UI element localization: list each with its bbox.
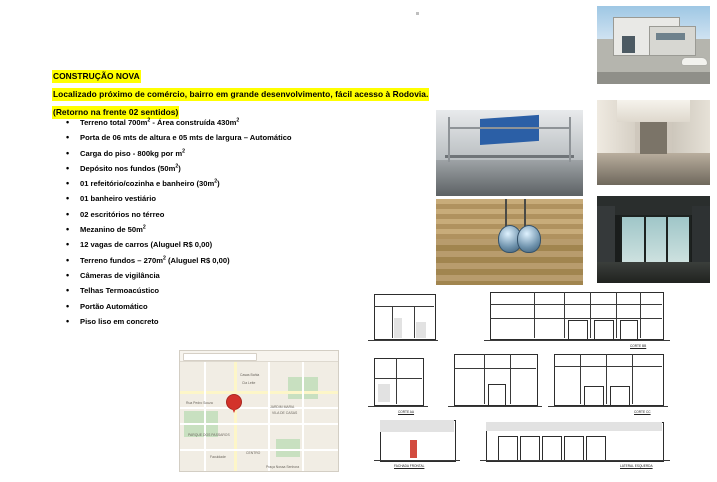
map-label: CENTRO bbox=[246, 451, 261, 455]
drawing-bay bbox=[586, 436, 606, 462]
drawing-line bbox=[490, 318, 662, 319]
corridor-image bbox=[597, 100, 710, 185]
drawing-fill bbox=[416, 322, 426, 338]
window-mullion bbox=[644, 217, 646, 264]
map-road bbox=[204, 361, 206, 471]
drawing-line bbox=[396, 358, 397, 404]
map-road bbox=[234, 361, 237, 471]
drawing-line bbox=[392, 306, 393, 338]
map-search-input[interactable] bbox=[183, 353, 257, 361]
feature-text: Terreno total 700m bbox=[80, 118, 148, 127]
list-item bbox=[62, 164, 392, 173]
building-window bbox=[656, 33, 685, 41]
feature-text: Telhas Termoacústico bbox=[80, 286, 160, 296]
map-label: VILA DE CASAS bbox=[272, 411, 298, 415]
wall-right bbox=[692, 206, 710, 267]
building-door bbox=[622, 36, 636, 53]
map-label: Rua Pedro Souza bbox=[186, 401, 213, 405]
list-item bbox=[62, 271, 392, 280]
list-item bbox=[62, 194, 392, 203]
map-label: JARDIM MARIA bbox=[270, 405, 295, 409]
drawing-baseline bbox=[374, 460, 460, 461]
exterior-render-image bbox=[597, 6, 710, 84]
map-label: Faculdade bbox=[210, 455, 226, 459]
drawing-section-bb bbox=[374, 294, 436, 340]
drawing-line bbox=[374, 378, 422, 379]
drawing-bay bbox=[542, 436, 562, 462]
wall-left bbox=[597, 206, 615, 267]
drawing-fill bbox=[378, 384, 390, 402]
drawing-red-element bbox=[410, 440, 417, 458]
drawing-line bbox=[484, 354, 485, 404]
feature-text: 12 vagas de carros (Aluguel R$ 0,00) bbox=[80, 240, 213, 250]
map-label: PARQUE DOS PASSAROS bbox=[188, 433, 230, 437]
drawing-line bbox=[632, 354, 633, 404]
drawing-door bbox=[610, 386, 630, 406]
drawing-caption: CORTE BB bbox=[630, 344, 647, 348]
feature-text: 02 escritórios no térreo bbox=[80, 209, 165, 219]
list-item bbox=[62, 317, 392, 326]
beam bbox=[448, 127, 571, 129]
warehouse-roof-image bbox=[436, 110, 583, 196]
feature-text: 01 refeitório/cozinha e banheiro (30m bbox=[80, 179, 215, 189]
building-annex bbox=[649, 26, 696, 56]
corridor-end bbox=[640, 122, 667, 154]
drawing-caption: CORTE AA bbox=[398, 410, 415, 414]
list-item bbox=[62, 302, 392, 311]
drawing-caption: FACHADA FRONTAL bbox=[394, 464, 425, 468]
feature-sup: 2 bbox=[142, 224, 146, 231]
feature-text-2: ) bbox=[217, 179, 220, 189]
glass-window bbox=[620, 215, 692, 266]
drawing-caption: LATERAL ESQUERDA bbox=[620, 464, 653, 468]
map-park bbox=[276, 439, 300, 457]
feature-text: Câmeras de vigilância bbox=[80, 270, 160, 280]
beam bbox=[448, 117, 450, 162]
drawing-baseline bbox=[368, 406, 428, 407]
lamp-pole bbox=[524, 199, 526, 227]
feature-sup: 2 bbox=[147, 117, 151, 124]
list-item bbox=[62, 133, 392, 142]
drawing-baseline bbox=[484, 340, 670, 341]
feature-text-2: - Área construída 430m bbox=[150, 118, 237, 127]
map-road bbox=[268, 361, 270, 471]
drawing-line bbox=[580, 354, 581, 404]
list-item bbox=[62, 256, 392, 265]
feature-text-2: (Aluguel R$ 0,00) bbox=[165, 255, 230, 265]
map-toolbar bbox=[180, 351, 338, 362]
feature-sup-2: 2 bbox=[236, 117, 240, 124]
list-item bbox=[62, 240, 392, 249]
feature-text: Porta de 06 mts de altura e 05 mts de largura – Automático bbox=[80, 133, 292, 143]
page-top-marker bbox=[416, 12, 419, 15]
drawing-baseline bbox=[548, 406, 668, 407]
drawing-line bbox=[454, 368, 536, 369]
drawing-line bbox=[616, 292, 617, 338]
drawing-line bbox=[640, 292, 641, 338]
window-mullion bbox=[666, 217, 668, 264]
drawing-elevation-right bbox=[554, 354, 664, 406]
map-label: Cia Leite bbox=[242, 381, 256, 385]
interior-glass-image bbox=[597, 196, 710, 283]
list-item bbox=[62, 210, 392, 219]
drawing-door bbox=[488, 384, 506, 406]
drawing-line bbox=[554, 366, 662, 367]
drawing-line bbox=[606, 354, 607, 404]
beam bbox=[569, 117, 571, 162]
feature-text: Depósito nos fundos (50m bbox=[80, 163, 176, 173]
drawing-fill bbox=[380, 420, 454, 432]
feature-text-2: ) bbox=[178, 163, 181, 173]
map-label: Praça Nossa Senhora bbox=[266, 465, 300, 469]
location-map[interactable] bbox=[179, 350, 339, 472]
warehouse-lights-image bbox=[436, 199, 583, 285]
headline-title: CONSTRUÇÃO NOVA bbox=[53, 71, 140, 81]
headline-retorno: (Retorno na frente 02 sentidos) bbox=[53, 107, 179, 117]
floor bbox=[597, 153, 710, 185]
drawing-caption: CORTE CC bbox=[634, 410, 651, 414]
parked-car bbox=[681, 57, 708, 66]
feature-text: Carga do piso - 800kg por m bbox=[80, 148, 183, 158]
ceiling bbox=[617, 100, 689, 122]
feature-text: 01 banheiro vestiário bbox=[80, 194, 156, 204]
floor bbox=[436, 160, 583, 196]
drawing-line bbox=[534, 292, 535, 338]
features-list bbox=[62, 118, 392, 332]
map-road bbox=[302, 361, 304, 471]
floor bbox=[597, 262, 710, 283]
drawing-baseline bbox=[448, 406, 542, 407]
drawing-line bbox=[590, 292, 591, 338]
drawing-door bbox=[620, 320, 638, 340]
list-item bbox=[62, 225, 392, 234]
drawing-line bbox=[414, 306, 415, 338]
feature-sup: 2 bbox=[214, 178, 218, 185]
lamp-pole bbox=[505, 199, 507, 227]
drawing-door bbox=[594, 320, 614, 340]
drawing-line bbox=[490, 304, 662, 305]
feature-sup: 2 bbox=[182, 148, 186, 155]
feature-text: Portão Automático bbox=[80, 301, 148, 311]
feature-text: Piso liso em concreto bbox=[80, 316, 159, 326]
truss bbox=[445, 155, 574, 158]
architectural-drawings bbox=[358, 288, 704, 470]
map-label: Casas Bahia bbox=[240, 373, 260, 377]
headline-location: Localizado próximo de comércio, bairro em grande desenvolvimento, fácil acesso à Rodovia. bbox=[53, 89, 429, 99]
feature-text: Mezanino de 50m bbox=[80, 225, 143, 235]
list-item bbox=[62, 118, 392, 127]
drawing-line bbox=[564, 292, 565, 338]
map-road bbox=[180, 407, 338, 409]
drawing-bay bbox=[564, 436, 584, 462]
drawing-bay bbox=[498, 436, 518, 462]
feature-text: Terreno fundos – 270m bbox=[80, 255, 163, 265]
drawing-door bbox=[584, 386, 604, 406]
drawing-baseline bbox=[480, 460, 670, 461]
map-pin[interactable] bbox=[227, 395, 241, 409]
drawing-fill bbox=[394, 318, 402, 338]
blue-panel bbox=[480, 115, 539, 145]
drawing-baseline bbox=[368, 340, 438, 341]
list-item bbox=[62, 179, 392, 188]
list-item bbox=[62, 286, 392, 295]
road bbox=[597, 72, 710, 84]
drawing-line bbox=[374, 306, 434, 307]
feature-sup: 2 bbox=[175, 163, 179, 170]
feature-sup: 2 bbox=[163, 255, 166, 262]
drawing-fill bbox=[486, 422, 662, 431]
ceiling-lamp bbox=[517, 225, 541, 253]
drawing-bay bbox=[520, 436, 540, 462]
drawing-door bbox=[568, 320, 588, 340]
drawing-line bbox=[510, 354, 511, 404]
list-item bbox=[62, 149, 392, 158]
